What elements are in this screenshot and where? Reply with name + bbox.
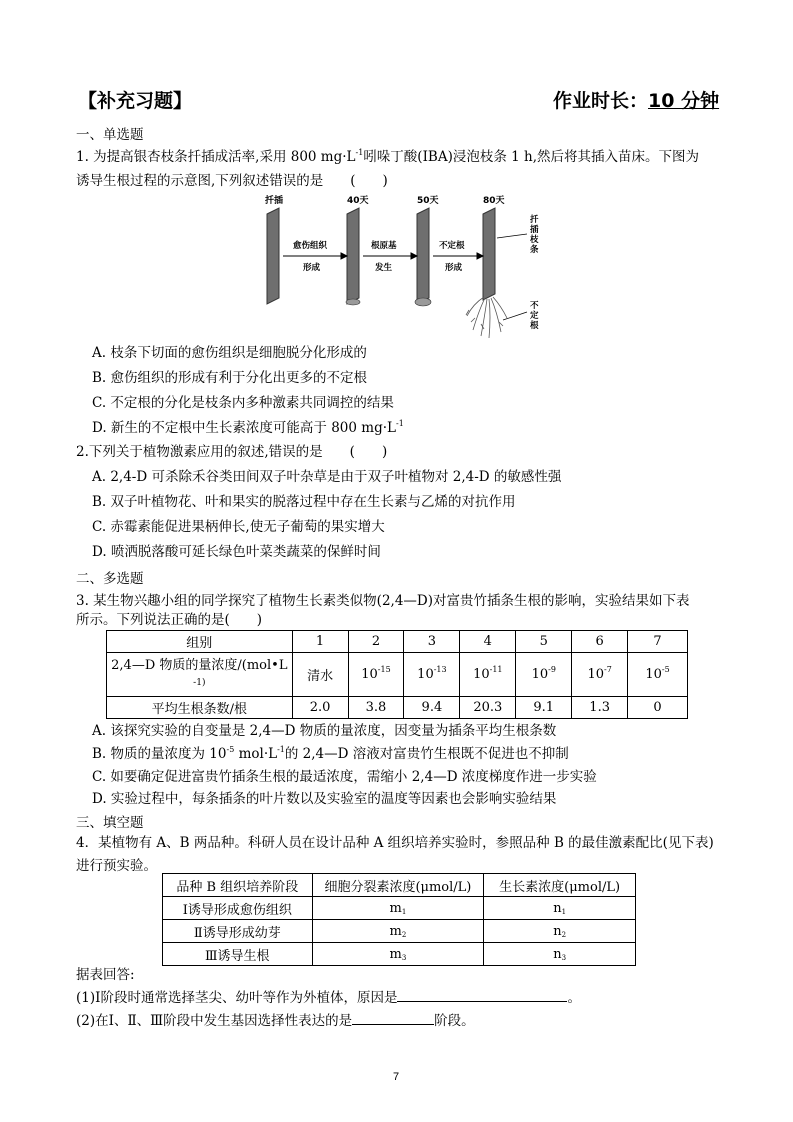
q4-stem-line2: 进行预实验。 [76,858,157,874]
svg-text:定: 定 [530,311,539,321]
table-row [163,920,636,943]
table-row [163,943,636,966]
header-stage: 品种 B 组织培养阶段 [163,874,313,897]
q1-stem-line1: 1. 为提高银杏枝条扦插成活率,采用 800 $mg\cdot L^{-1}$吲哚丁酸(IBA)浸泡枝条 1 h,然后将其插入苗床。下图为 [76,148,700,165]
stage-label-50days: 50天 [417,196,439,206]
arrow3-label-top: 不定根 [439,241,465,251]
page-title: 【补充习题】 [78,90,193,112]
q3-stem-line1: 3. 某生物兴趣小组的同学探究了植物生长素类似物(2,4—D)对富贵竹插条生根的影响，实验结果如下表 [76,593,690,609]
stage-cell: Ⅱ诱导形成幼芽 [163,920,313,943]
q1-option-d: D. 新生的不定根中生长素浓度可能高于 800 $mg\cdot L^{-1}$ [92,419,404,436]
roots-cell: 1.3 [572,697,628,719]
table-row-group [107,631,688,653]
stage-cell: Ⅲ诱导生根 [163,943,313,966]
stem-50days [417,208,429,304]
conc-cell: $10^{-15}$ [348,653,404,697]
table-row-concentration [107,653,688,697]
header-auxin: 生长素浓度(μmol/L) [484,874,636,897]
q4-subquestion-1: (1)Ⅰ阶段时通常选择茎尖、幼叶等作为外植体，原因是 。 [76,990,581,1006]
q3-data-table [106,630,688,719]
callout-lines [497,234,527,320]
conc-cell: $10^{-11}$ [460,653,516,697]
conc-cell: $10^{-7}$ [572,653,628,697]
q1-rooting-diagram [255,190,555,340]
q3-option-d: D. 实验过程中，每条插条的叶片数以及实验室的温度等因素也会影响实验结果 [92,791,557,807]
group-cell: 4 [460,631,516,653]
roots-cell: 3.8 [348,697,404,719]
q3-option-c: C. 如要确定促进富贵竹插条生根的最适浓度，需缩小 2,4—D 浓度梯度作进一步实验 [92,769,597,785]
svg-text:根: 根 [530,321,539,331]
process-arrows [283,253,483,259]
stem-40days [347,208,359,304]
stage-label-cutting: 扦插 [265,196,284,206]
table-row [163,897,636,920]
group-cell: 2 [348,631,404,653]
q1-stem-line2: 诱导生根过程的示意图,下列叙述错误的是 ( ) [76,173,388,189]
svg-text:插: 插 [530,225,539,235]
arrow1-label-top: 愈伤组织 [293,241,328,251]
homework-duration [553,86,719,113]
section-multi-choice: 二、多选题 [76,571,144,587]
arrow2-label-bottom: 发生 [375,263,393,273]
duration-value: 10 分钟 [648,90,720,112]
auxin-cell: $n_1$ [484,897,636,920]
q2-option-b: B. 双子叶植物花、叶和果实的脱落过程中存在生长素与乙烯的对抗作用 [92,494,516,510]
q4-answer-intro: 据表回答: [76,967,135,983]
q2-option-d: D. 喷洒脱落酸可延长绿色叶菜类蔬菜的保鲜时间 [92,544,381,560]
svg-text:扦: 扦 [530,215,539,225]
header-cytokinin: 细胞分裂素浓度(μmol/L) [312,874,484,897]
roots-cell: 9.4 [404,697,460,719]
table-header-row [163,874,636,897]
conc-cell: $10^{-13}$ [404,653,460,697]
q2-option-a: A. 2,4-D 可杀除禾谷类田间双子叶杂草是由于双子叶植物对 2,4-D 的敏感性强 [92,469,562,485]
q3-option-b: B. 物质的量浓度为 $10^{-5}$ $mol\cdot L^{-1}$的 2,4—D 溶液对富贵竹生根既不促进也不抑制 [92,745,569,762]
answer-blank-1[interactable] [397,989,567,1002]
q3-option-a: A. 该探究实验的自变量是 2,4—D 物质的量浓度，因变量为插条平均生根条数 [92,723,557,739]
row-label-group: 组别 [107,631,293,653]
auxin-cell: $n_3$ [484,943,636,966]
group-cell: 6 [572,631,628,653]
roots-cell: 9.1 [516,697,572,719]
callus-40days [346,299,360,305]
group-cell: 5 [516,631,572,653]
svg-text:枝: 枝 [530,235,539,245]
cytokinin-cell: $m_3$ [312,943,484,966]
q1-option-b: B. 愈伤组织的形成有利于分化出更多的不定根 [92,370,368,386]
stage-label-40days: 40天 [347,196,369,206]
row-label-concentration: 2,4—D 物质的量浓度/(mol•L -1) [107,653,293,697]
svg-text:不: 不 [530,301,539,311]
arrow2-label-top: 根原基 [371,241,397,251]
roots-cell: 0 [628,697,688,719]
group-cell: 7 [628,631,688,653]
q1-option-a: A. 枝条下切面的愈伤组织是细胞脱分化形成的 [92,345,367,361]
arrow3-label-bottom: 形成 [445,263,463,273]
conc-cell: $10^{-5}$ [628,653,688,697]
stage-label-80days: 80天 [483,196,505,206]
svg-text:条: 条 [530,245,539,255]
stage-cell: Ⅰ诱导形成愈伤组织 [163,897,313,920]
conc-cell: 清水 [292,653,348,697]
group-cell: 3 [404,631,460,653]
q4-hormone-table [162,873,636,966]
q2-option-c: C. 赤霉素能促进果柄伸长,使无子葡萄的果实增大 [92,519,385,535]
cytokinin-cell: $m_2$ [312,920,484,943]
row-label-roots: 平均生根条数/根 [107,697,293,719]
q4-subquestion-2: (2)在Ⅰ、Ⅱ、Ⅲ阶段中发生基因选择性表达的是 阶段。 [76,1013,475,1029]
callus-50days [415,298,431,306]
page-number: 7 [393,1071,400,1083]
table-row-roots [107,697,688,719]
roots-cell: 2.0 [292,697,348,719]
stem-80days [483,208,495,300]
auxin-cell: $n_2$ [484,920,636,943]
cytokinin-cell: $m_1$ [312,897,484,920]
q3-stem-line2: 所示。下列说法正确的是( ) [76,612,263,628]
q1-option-c: C. 不定根的分化是枝条内多种激素共同调控的结果 [92,395,394,411]
adventitious-roots [466,297,507,338]
answer-blank-2[interactable] [352,1012,434,1025]
duration-label: 作业时长： [553,90,649,112]
roots-cell: 20.3 [460,697,516,719]
section-single-choice: 一、单选题 [76,127,144,143]
arrow1-label-bottom: 形成 [303,263,321,273]
rooting-diagram-svg [255,190,555,340]
section-fill-blank: 三、填空题 [76,815,144,831]
q2-stem: 2.下列关于植物激素应用的叙述,错误的是 ( ) [76,444,388,460]
stem-cutting [267,208,279,304]
group-cell: 1 [292,631,348,653]
q4-stem-line1: 4．某植物有 A、B 两品种。科研人员在设计品种 A 组织培养实验时，参照品种 B 的最佳激素配比(见下表) [76,835,714,851]
conc-cell: $10^{-9}$ [516,653,572,697]
